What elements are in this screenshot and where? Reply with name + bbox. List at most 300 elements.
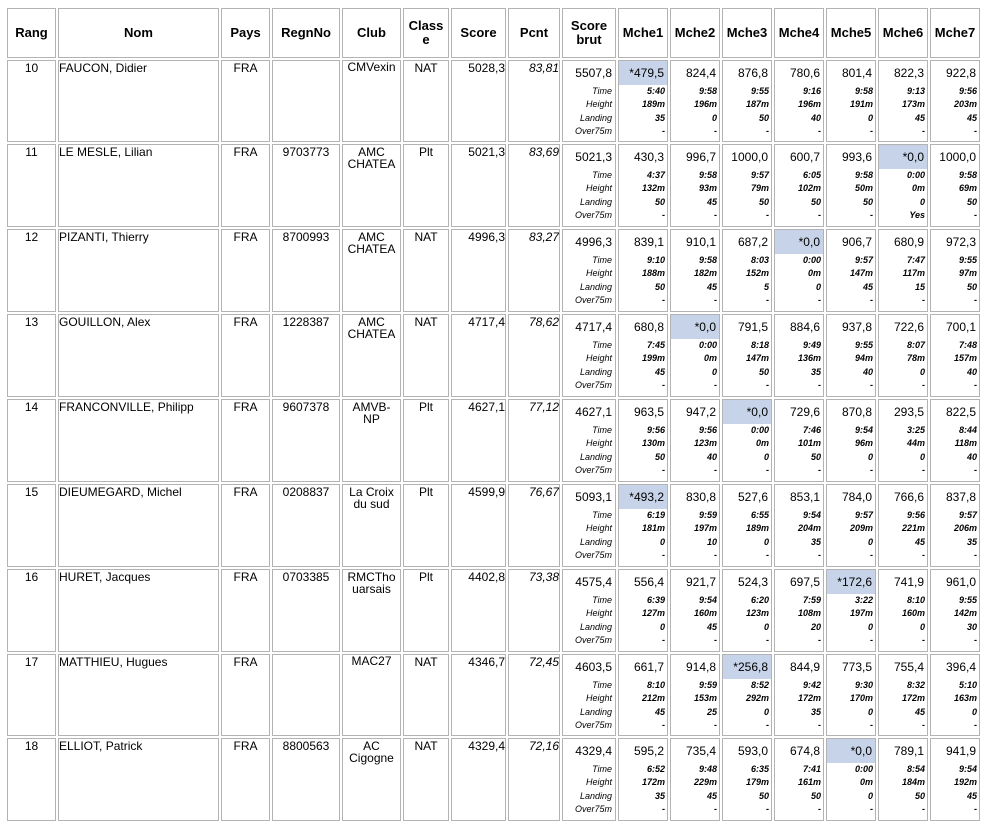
round-score: 961,0 [945,575,976,589]
round-landing: 45 [914,112,925,123]
rank-cell: 13 [7,314,56,397]
detail-label-over75m: Over75m [574,550,612,561]
round-time: 9:58 [698,86,717,96]
class-cell: NAT [403,654,449,736]
round-landing: 0 [763,536,769,547]
score-cell: 5021,3 [451,144,506,227]
club-line-2: CHATEA [347,242,396,256]
round-height: 0m [703,353,717,364]
round-cell [618,569,668,652]
round-time: 8:07 [906,340,925,350]
round-landing: 0 [711,112,717,123]
regnno-cell: 9607378 [272,399,340,482]
table-row [7,399,980,482]
header-classe [403,8,449,58]
round-time: 9:13 [906,86,925,96]
table-row [7,60,980,142]
round-time: 5:10 [958,680,977,690]
round-landing: 0 [763,451,769,462]
round-height: 127m [641,608,665,619]
round-landing: 0 [867,621,873,632]
round-time: 8:32 [906,680,925,690]
pcnt-cell: 76,67 [508,484,560,567]
round-landing: 20 [810,621,821,632]
round-height: 173m [901,99,925,110]
round-height: 197m [849,608,873,619]
round-time: 9:56 [698,425,717,435]
round-cell [930,399,980,482]
round-over75m: - [714,720,717,731]
round-score: 791,5 [737,320,768,334]
score-cell: 4329,4 [451,738,506,821]
score-brut-value: 5093,1 [575,490,612,504]
detail-label-landing: Landing [579,451,612,462]
regnno-cell [272,60,340,142]
round-height: 157m [953,353,977,364]
round-landing: 0 [815,281,821,292]
score-brut-value: 4627,1 [575,405,612,419]
round-landing: 0 [919,366,925,377]
round-score: 963,5 [633,405,664,419]
round-time: 8:10 [646,680,665,690]
header-mche7: Mche7 [930,8,980,58]
club-line-1: La Croix [349,485,394,499]
class-cell: Plt [403,569,449,652]
round-height: 229m [693,777,717,788]
round-cell [930,738,980,821]
round-landing: 50 [654,196,665,207]
round-time: 9:48 [698,764,717,774]
pilot-name-cell: MATTHIEU, Hugues [58,654,219,736]
round-landing: 40 [706,451,717,462]
round-time: 3:25 [906,425,925,435]
round-score: *0,0 [775,230,823,254]
round-time: 9:54 [802,510,821,520]
class-cell: Plt [403,484,449,567]
round-landing: 50 [966,281,977,292]
regnno-cell: 0703385 [272,569,340,652]
round-over75m: - [870,720,873,731]
round-cell [618,314,668,397]
club-cell [342,738,401,821]
rank-cell: 15 [7,484,56,567]
round-cell [670,144,720,227]
round-landing: 35 [810,706,821,717]
country-cell: FRA [221,738,270,821]
round-height: 101m [797,438,821,449]
round-over75m: - [818,210,821,221]
round-over75m: - [766,635,769,646]
regnno-cell: 0208837 [272,484,340,567]
round-cell [774,738,824,821]
round-cell [670,60,720,142]
pcnt-cell: 72,16 [508,738,560,821]
round-time: 9:57 [958,510,977,520]
round-over75m: - [818,635,821,646]
round-score: 801,4 [841,66,872,80]
round-landing: 45 [706,790,717,801]
round-score: 661,7 [633,660,664,674]
pilot-name-cell: HURET, Jacques [58,569,219,652]
round-score: 741,9 [893,575,924,589]
round-height: 206m [953,523,977,534]
round-score: 906,7 [841,235,872,249]
detail-label-time: Time [592,86,612,96]
round-cell [722,738,772,821]
round-time: 0:00 [906,170,925,180]
round-time: 9:56 [958,86,977,96]
detail-label-landing: Landing [579,366,612,377]
detail-label-height: Height [585,353,612,364]
round-cell [826,144,876,227]
round-over75m: - [766,804,769,815]
round-height: 179m [745,777,769,788]
round-cell [722,484,772,567]
header-rang: Rang [7,8,56,58]
score-brut-cell [562,60,616,142]
round-landing: 50 [758,112,769,123]
score-cell: 4717,4 [451,314,506,397]
round-score: 755,4 [893,660,924,674]
round-height: 199m [641,353,665,364]
round-over75m: - [870,210,873,221]
detail-label-height: Height [585,183,612,194]
round-cell [618,399,668,482]
table-row [7,654,980,736]
round-time: 7:45 [646,340,665,350]
class-cell: Plt [403,144,449,227]
round-height: 118m [954,438,977,449]
round-height: 196m [693,99,717,110]
round-time: 6:20 [750,595,769,605]
round-cell [618,60,668,142]
round-landing: 0 [659,621,665,632]
round-over75m: - [922,380,925,391]
country-cell: FRA [221,314,270,397]
round-time: 7:46 [802,425,821,435]
score-brut-value: 4996,3 [575,235,612,249]
round-score: 844,9 [789,660,820,674]
round-cell [930,484,980,567]
detail-label-over75m: Over75m [574,465,612,476]
round-height: 172m [641,777,665,788]
header-mche1: Mche1 [618,8,668,58]
round-landing: 45 [706,621,717,632]
round-score: 735,4 [685,744,716,758]
round-over75m: - [662,295,665,306]
club-line-1: AMC [358,315,385,329]
club-line-2: uarsais [352,582,391,596]
round-cell [774,654,824,736]
round-landing: 0 [867,536,873,547]
round-height: 172m [901,693,925,704]
detail-label-over75m: Over75m [574,380,612,391]
round-cell [774,399,824,482]
round-score: 674,8 [789,744,820,758]
detail-label-landing: Landing [579,536,612,547]
round-over75m: - [766,126,769,137]
round-over75m: - [662,635,665,646]
round-height: 152m [745,268,769,279]
country-cell: FRA [221,399,270,482]
club-cell [342,314,401,397]
round-cell [774,484,824,567]
header-brut-l1: Score [570,18,608,33]
header-pcnt: Pcnt [508,8,560,58]
header-nom: Nom [58,8,219,58]
header-mche4: Mche4 [774,8,824,58]
detail-label-time: Time [592,764,612,774]
round-time: 9:59 [698,510,717,520]
round-over75m: - [714,380,717,391]
detail-label-time: Time [592,595,612,605]
pcnt-cell: 83,69 [508,144,560,227]
club-cell [342,484,401,567]
round-time: 8:44 [958,425,977,435]
club-cell [342,229,401,312]
pcnt-cell: 77,12 [508,399,560,482]
round-score: *0,0 [827,739,875,763]
pcnt-cell: 73,38 [508,569,560,652]
round-time: 9:58 [698,170,717,180]
round-cell [826,399,876,482]
round-time: 7:59 [802,595,821,605]
round-time: 9:54 [854,425,873,435]
round-time: 9:55 [958,255,977,265]
country-cell: FRA [221,569,270,652]
round-landing: 50 [758,196,769,207]
round-height: 209m [849,523,873,534]
club-line-1: AMC [358,230,385,244]
round-score: 687,2 [737,235,768,249]
header-mche6: Mche6 [878,8,928,58]
round-score: 914,8 [685,660,716,674]
round-score: 1000,0 [731,150,768,164]
round-landing: 50 [810,451,821,462]
round-landing: 35 [810,366,821,377]
country-cell: FRA [221,60,270,142]
club-line-1: AC [363,739,380,753]
round-time: 9:57 [750,170,769,180]
round-over75m: - [974,635,977,646]
round-over75m: - [662,380,665,391]
round-cell [826,229,876,312]
round-score: 993,6 [841,150,872,164]
round-score: 773,5 [841,660,872,674]
results-body [7,60,980,821]
club-line-1: MAC27 [351,654,392,668]
round-score: 837,8 [945,490,976,504]
round-cell [722,569,772,652]
round-time: 9:42 [802,680,821,690]
round-over75m: - [974,210,977,221]
round-landing: 0 [867,112,873,123]
round-time: 9:58 [958,170,977,180]
round-landing: 0 [867,451,873,462]
round-height: 203m [953,99,977,110]
club-cell [342,654,401,736]
round-cell [826,314,876,397]
score-brut-cell [562,144,616,227]
round-landing: 0 [867,790,873,801]
round-score: 876,8 [737,66,768,80]
round-time: 8:03 [750,255,769,265]
round-landing: 0 [763,621,769,632]
round-landing: 35 [966,536,977,547]
pilot-name-cell: FAUCON, Didier [58,60,219,142]
round-landing: 0 [971,706,977,717]
round-landing: 45 [654,366,665,377]
rank-cell: 17 [7,654,56,736]
club-line-1: CMVexin [347,60,396,74]
round-height: 192m [953,777,977,788]
round-height: 108m [797,608,821,619]
score-brut-cell [562,399,616,482]
round-cell [878,144,928,227]
round-over75m: - [766,295,769,306]
country-cell: FRA [221,144,270,227]
pcnt-cell: 72,45 [508,654,560,736]
rank-cell: 14 [7,399,56,482]
score-brut-cell [562,229,616,312]
round-over75m: - [818,720,821,731]
detail-label-height: Height [585,99,612,110]
detail-label-over75m: Over75m [574,210,612,221]
round-landing: 50 [654,281,665,292]
round-height: 189m [745,523,769,534]
score-brut-cell [562,569,616,652]
round-height: 94m [854,353,873,364]
round-landing: 45 [862,281,873,292]
round-time: 6:35 [750,764,769,774]
round-time: 9:55 [750,86,769,96]
round-over75m: - [714,295,717,306]
round-height: 196m [797,99,821,110]
round-over75m: - [714,465,717,476]
round-time: 9:57 [854,510,873,520]
round-height: 182m [693,268,717,279]
pilot-name-cell: FRANCONVILLE, Philipp [58,399,219,482]
detail-label-landing: Landing [579,621,612,632]
round-landing: 10 [706,536,717,547]
detail-label-height: Height [585,523,612,534]
country-cell: FRA [221,229,270,312]
club-line-2: CHATEA [347,327,396,341]
round-cell [722,654,772,736]
round-time: 9:56 [646,425,665,435]
round-score: *493,2 [619,485,667,509]
round-height: 0m [911,183,925,194]
round-cell [618,229,668,312]
round-landing: 45 [914,536,925,547]
round-over75m: - [714,550,717,561]
round-score: 922,8 [945,66,976,80]
club-line-1: AMC [358,145,385,159]
round-score: 853,1 [789,490,820,504]
round-score: 937,8 [841,320,872,334]
class-cell: NAT [403,738,449,821]
score-cell: 5028,3 [451,60,506,142]
round-cell [826,60,876,142]
rank-cell: 11 [7,144,56,227]
round-score: 1000,0 [939,150,976,164]
round-cell [826,484,876,567]
round-over75m: - [818,126,821,137]
round-cell [878,484,928,567]
round-landing: 50 [966,196,977,207]
table-row [7,314,980,397]
round-landing: 50 [914,790,925,801]
round-height: 163m [953,693,977,704]
round-cell [722,314,772,397]
class-cell: NAT [403,229,449,312]
round-cell [618,144,668,227]
country-cell: FRA [221,484,270,567]
round-over75m: - [662,804,665,815]
score-cell: 4346,7 [451,654,506,736]
round-landing: 25 [706,706,717,717]
round-height: 0m [859,777,873,788]
regnno-cell: 8800563 [272,738,340,821]
round-height: 189m [641,99,665,110]
round-score: 680,9 [893,235,924,249]
round-landing: 35 [654,790,665,801]
round-over75m: - [922,804,925,815]
round-cell [670,484,720,567]
round-score: 729,6 [789,405,820,419]
detail-label-height: Height [585,693,612,704]
round-height: 292m [745,693,769,704]
score-brut-value: 4575,4 [575,575,612,589]
round-height: 170m [849,693,873,704]
round-landing: 50 [810,196,821,207]
header-regnno: RegnNo [272,8,340,58]
round-landing: 0 [711,366,717,377]
round-landing: 45 [966,112,977,123]
table-row [7,484,980,567]
round-score: 870,8 [841,405,872,419]
round-over75m: - [818,550,821,561]
round-score: 524,3 [737,575,768,589]
round-over75m: - [662,126,665,137]
round-over75m: - [818,380,821,391]
round-score: *0,0 [879,145,927,169]
detail-label-time: Time [592,425,612,435]
round-cell [722,60,772,142]
round-over75m: - [714,635,717,646]
round-height: 181m [641,523,665,534]
round-time: 6:05 [802,170,821,180]
round-cell [878,314,928,397]
header-row [7,8,980,58]
round-cell [826,569,876,652]
detail-label-landing: Landing [579,790,612,801]
detail-label-over75m: Over75m [574,295,612,306]
score-brut-value: 4717,4 [575,320,612,334]
round-cell [774,314,824,397]
round-cell [878,229,928,312]
score-brut-cell [562,654,616,736]
round-landing: 50 [758,790,769,801]
round-score: 822,3 [893,66,924,80]
round-time: 9:58 [698,255,717,265]
round-time: 5:40 [646,86,665,96]
round-score: 921,7 [685,575,716,589]
country-cell: FRA [221,654,270,736]
rank-cell: 18 [7,738,56,821]
score-cell: 4627,1 [451,399,506,482]
round-time: 4:37 [646,170,665,180]
